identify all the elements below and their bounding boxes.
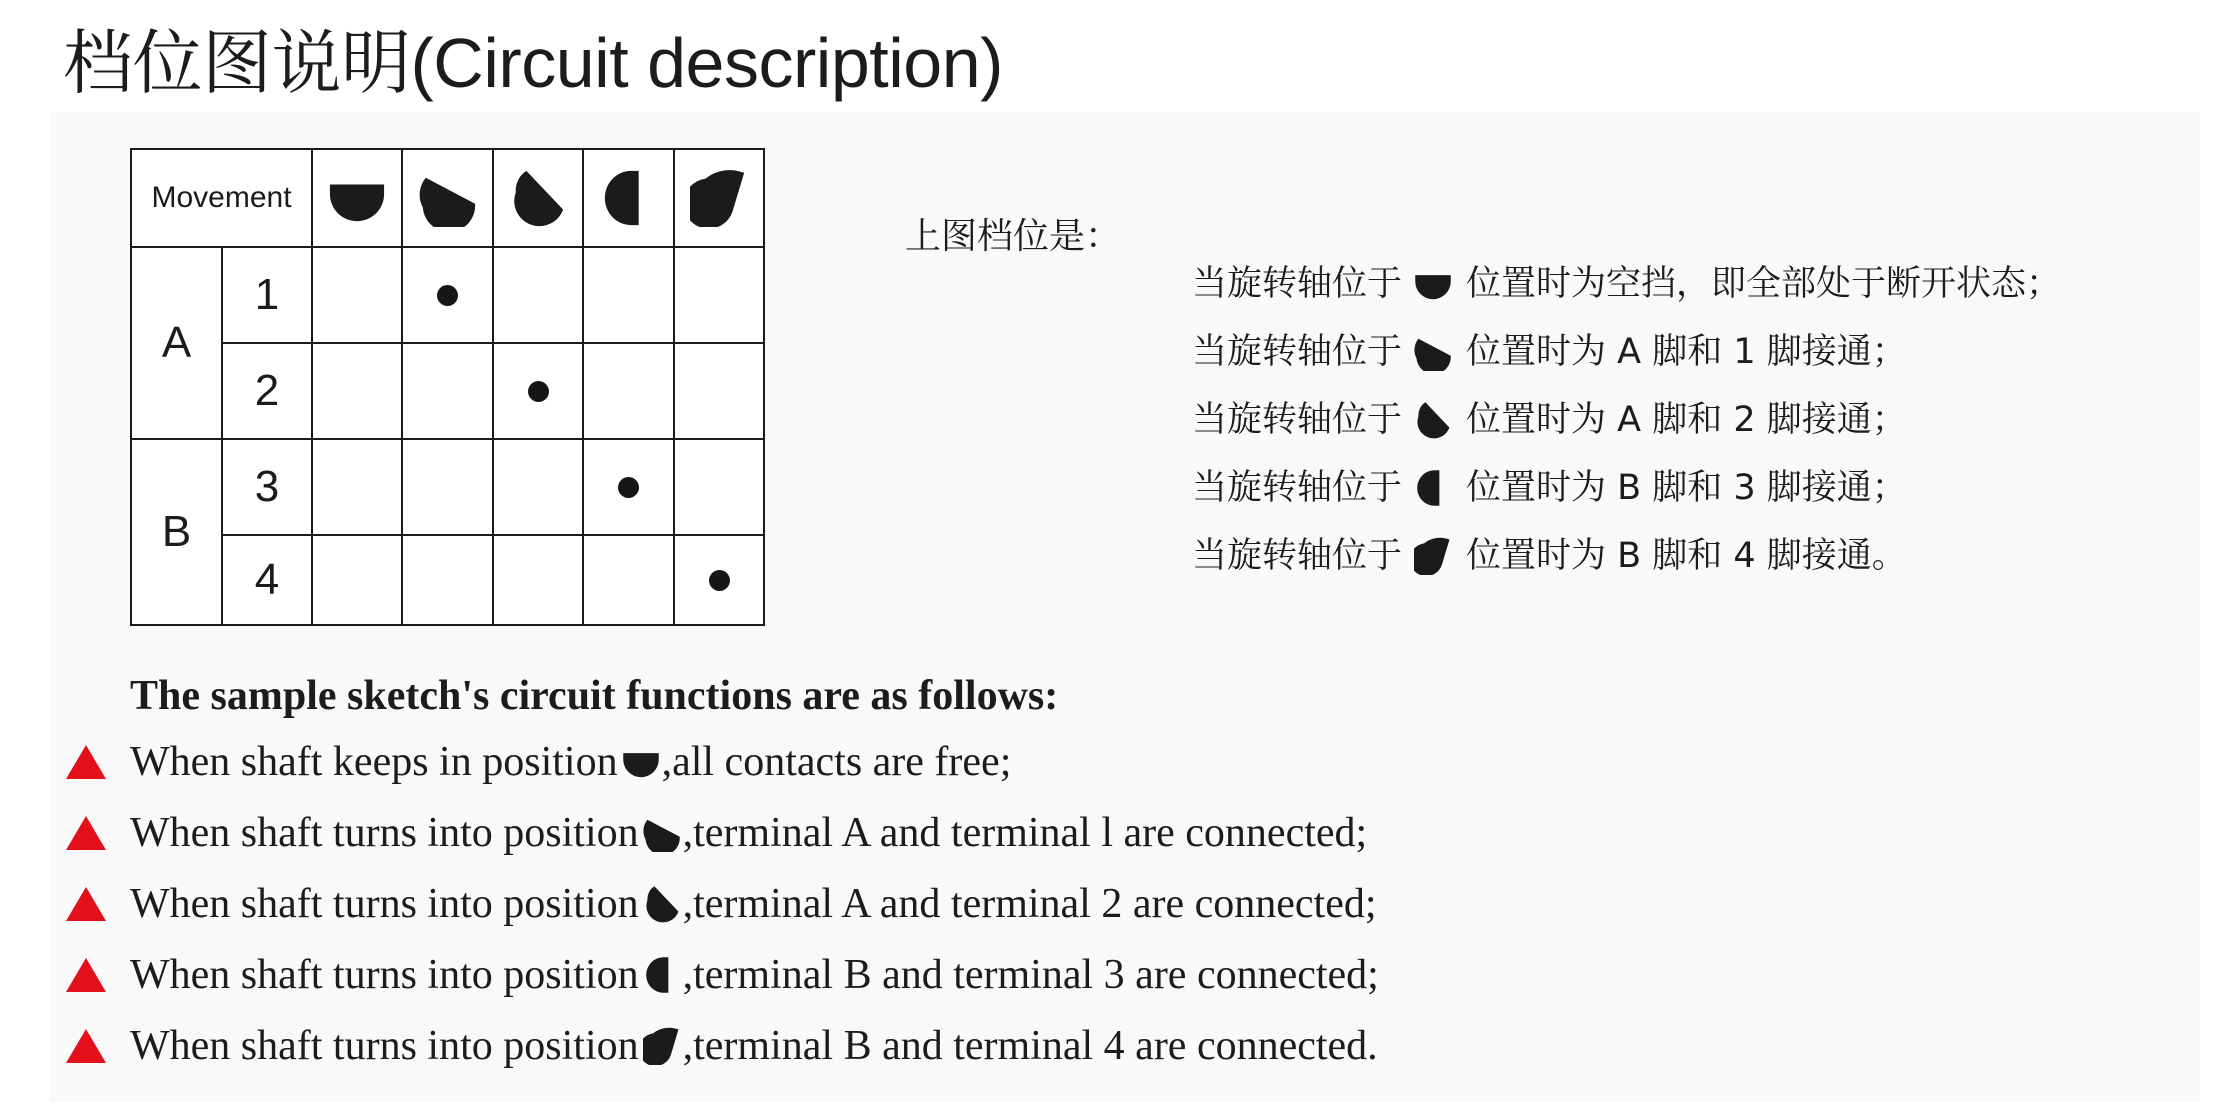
zh-line-suffix: 位置时为 B 脚和 4 脚接通。 bbox=[1466, 536, 1907, 576]
contact-cell bbox=[493, 439, 583, 535]
pos-3-turn-right-icon bbox=[509, 169, 567, 227]
list-item bbox=[1192, 522, 2061, 590]
contact-dot bbox=[437, 285, 458, 306]
contact-cell bbox=[674, 247, 764, 343]
pos-3-turn-right-icon bbox=[1414, 401, 1452, 439]
zh-line-prefix: 当旋转轴位于 bbox=[1192, 264, 1403, 304]
contact-cell bbox=[402, 535, 493, 625]
en-line-prefix: When shaft keeps in position bbox=[130, 738, 618, 785]
zh-notes-list bbox=[1192, 250, 2061, 590]
en-line-suffix: ,terminal B and terminal 4 are connected. bbox=[682, 1022, 1378, 1069]
en-line-suffix: ,terminal B and terminal 3 are connected; bbox=[682, 951, 1379, 998]
page-title-zh: 档位图说明 bbox=[63, 24, 411, 102]
zh-line-suffix: 位置时为 A 脚和 2 脚接通； bbox=[1466, 400, 1907, 440]
table-row bbox=[131, 343, 764, 439]
zh-notes-heading: 上图档位是： bbox=[905, 216, 1122, 257]
red-triangle-bullet-icon bbox=[66, 816, 106, 850]
pos-4-left-half-icon bbox=[1414, 469, 1452, 507]
contact-cell bbox=[583, 535, 674, 625]
contact-dot bbox=[528, 381, 549, 402]
group-label: A bbox=[131, 247, 222, 439]
contact-cell bbox=[674, 439, 764, 535]
pos-5-turn-left-icon bbox=[1414, 537, 1452, 575]
contact-cell bbox=[312, 247, 402, 343]
contact-cell bbox=[493, 535, 583, 625]
list-item bbox=[1192, 250, 2061, 318]
zh-line-suffix: 位置时为 B 脚和 3 脚接通； bbox=[1466, 468, 1907, 508]
contact-cell bbox=[583, 439, 674, 535]
pos-2-turn-right-icon bbox=[419, 169, 477, 227]
table-row bbox=[131, 247, 764, 343]
contact-cell bbox=[493, 343, 583, 439]
en-line-suffix: ,terminal A and terminal 2 are connected; bbox=[682, 880, 1377, 927]
pos-4-left-half-icon bbox=[643, 956, 681, 994]
en-line-prefix: When shaft turns into position bbox=[130, 880, 639, 927]
pos-2-turn-right-icon bbox=[1414, 333, 1452, 371]
list-item bbox=[1192, 318, 2061, 386]
list-item bbox=[66, 868, 1379, 939]
red-triangle-bullet-icon bbox=[66, 887, 106, 921]
contact-cell bbox=[402, 343, 493, 439]
contact-cell bbox=[312, 535, 402, 625]
header-position-4 bbox=[583, 149, 674, 247]
contact-cell bbox=[583, 247, 674, 343]
zh-line-prefix: 当旋转轴位于 bbox=[1192, 400, 1403, 440]
red-triangle-bullet-icon bbox=[66, 1029, 106, 1063]
movement-label: Movement bbox=[131, 149, 312, 247]
table-row bbox=[131, 439, 764, 535]
circuit-table bbox=[130, 148, 765, 626]
red-triangle-bullet-icon bbox=[66, 958, 106, 992]
terminal-label: 2 bbox=[222, 343, 312, 439]
page-title-en: (Circuit description) bbox=[410, 24, 1003, 102]
red-triangle-bullet-icon bbox=[66, 745, 106, 779]
terminal-label: 3 bbox=[222, 439, 312, 535]
list-item bbox=[1192, 386, 2061, 454]
zh-line-suffix: 位置时为 A 脚和 1 脚接通； bbox=[1466, 332, 1907, 372]
contact-cell bbox=[312, 439, 402, 535]
pos-4-left-half-icon bbox=[600, 169, 658, 227]
table-header-row bbox=[131, 149, 764, 247]
contact-cell bbox=[674, 535, 764, 625]
pos-1-half-down-icon bbox=[328, 169, 386, 227]
contact-cell bbox=[493, 247, 583, 343]
page-title bbox=[63, 24, 1003, 102]
header-position-1 bbox=[312, 149, 402, 247]
zh-line-prefix: 当旋转轴位于 bbox=[1192, 536, 1403, 576]
contact-cell bbox=[402, 439, 493, 535]
en-line-prefix: When shaft turns into position bbox=[130, 809, 639, 856]
contact-cell bbox=[402, 247, 493, 343]
en-line-prefix: When shaft turns into position bbox=[130, 1022, 639, 1069]
en-line-suffix: ,all contacts are free; bbox=[661, 738, 1012, 785]
terminal-label: 4 bbox=[222, 535, 312, 625]
en-line-prefix: When shaft turns into position bbox=[130, 951, 639, 998]
zh-line-prefix: 当旋转轴位于 bbox=[1192, 332, 1403, 372]
pos-3-turn-right-icon bbox=[643, 885, 681, 923]
en-line-suffix: ,terminal A and terminal l are connected; bbox=[682, 809, 1368, 856]
header-position-5 bbox=[674, 149, 764, 247]
contact-cell bbox=[312, 343, 402, 439]
pos-1-half-down-icon bbox=[1414, 265, 1452, 303]
pos-1-half-down-icon bbox=[622, 743, 660, 781]
contact-dot bbox=[709, 570, 730, 591]
table-row bbox=[131, 535, 764, 625]
pos-5-turn-left-icon bbox=[690, 169, 748, 227]
contact-cell bbox=[583, 343, 674, 439]
list-item bbox=[66, 1010, 1379, 1081]
list-item bbox=[66, 726, 1379, 797]
list-item bbox=[1192, 454, 2061, 522]
en-notes-heading: The sample sketch's circuit functions are as follows: bbox=[130, 673, 1059, 719]
list-item bbox=[66, 797, 1379, 868]
pos-5-turn-left-icon bbox=[643, 1027, 681, 1065]
header-position-3 bbox=[493, 149, 583, 247]
header-position-2 bbox=[402, 149, 493, 247]
pos-2-turn-right-icon bbox=[643, 814, 681, 852]
contact-cell bbox=[674, 343, 764, 439]
group-label: B bbox=[131, 439, 222, 625]
terminal-label: 1 bbox=[222, 247, 312, 343]
list-item bbox=[66, 939, 1379, 1010]
zh-line-prefix: 当旋转轴位于 bbox=[1192, 468, 1403, 508]
contact-dot bbox=[618, 477, 639, 498]
zh-line-suffix: 位置时为空挡，即全部处于断开状态； bbox=[1466, 264, 2062, 304]
en-notes-list bbox=[66, 726, 1379, 1081]
